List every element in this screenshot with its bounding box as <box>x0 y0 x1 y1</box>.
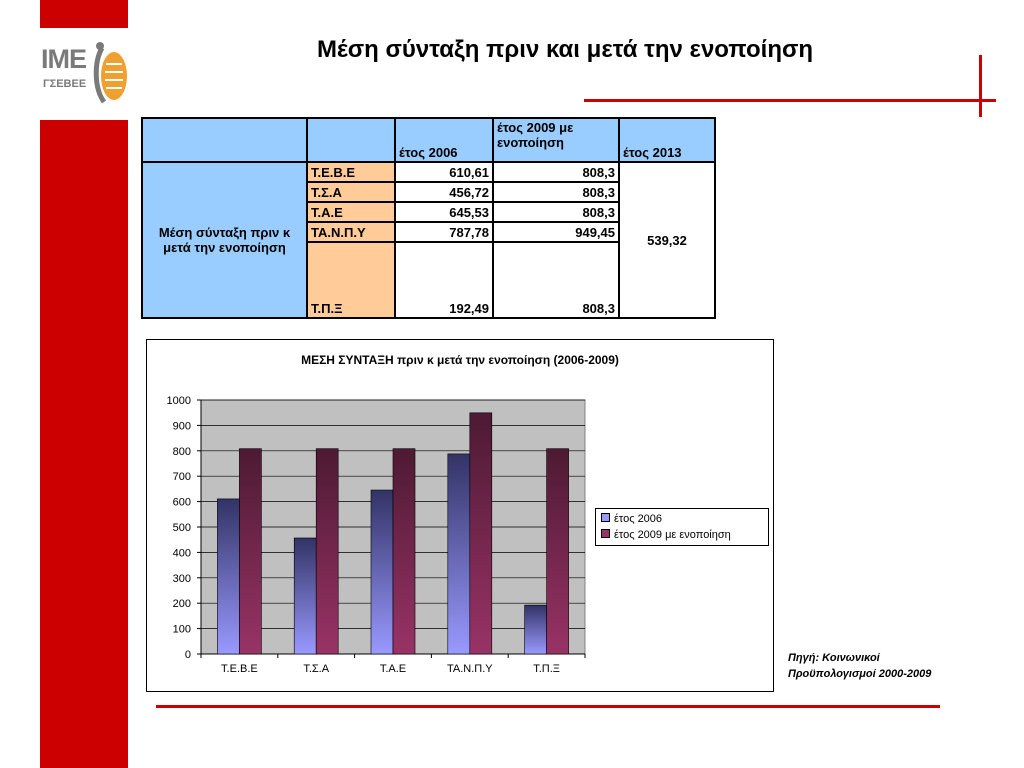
bar <box>525 605 547 654</box>
bar <box>239 449 261 654</box>
value-2006-cell: 610,61 <box>395 162 493 182</box>
bar-chart <box>146 339 774 692</box>
bar <box>547 449 569 654</box>
value-2009-cell: 808,3 <box>493 162 619 182</box>
legend-label: έτος 2006 <box>614 513 663 525</box>
x-tick-label: ΤΑ.Ν.Π.Υ <box>446 663 493 675</box>
bar <box>393 449 415 654</box>
legend-item <box>601 528 731 542</box>
value-2013-cell: 539,32 <box>619 162 715 318</box>
x-tick-label: Τ.Σ.Α <box>303 663 330 675</box>
y-tick-label: 0 <box>184 649 191 661</box>
x-tick-label: Τ.Ε.Β.Ε <box>221 663 258 675</box>
y-tick-label: 800 <box>172 445 191 458</box>
header-cell-empty <box>307 118 395 162</box>
bar <box>371 490 393 654</box>
value-2009-cell: 808,3 <box>493 202 619 222</box>
x-tick-label: Τ.Α.Ε <box>379 663 407 675</box>
fund-cell: Τ.Α.Ε <box>307 202 395 222</box>
x-tick-label: Τ.Π.Ξ <box>533 663 560 675</box>
source-note <box>788 650 988 682</box>
red-accent-bar-top <box>40 0 128 28</box>
chart-title: ΜΕΣΗ ΣΥΝΤΑΞΗ πριν κ μετά την ενοποίηση (2006-2009) <box>301 353 619 367</box>
logo-sub-text: ΓΣΕΒΕΕ <box>43 78 87 90</box>
decorative-line-horizontal <box>584 99 996 102</box>
header-cell-2013: έτος 2013 <box>619 118 715 162</box>
header-cell-2006: έτος 2006 <box>395 118 493 162</box>
page-title: Μέση σύνταξη πριν και μετά την ενοποίηση <box>316 36 814 63</box>
pension-table <box>141 117 716 319</box>
value-2006-cell: 456,72 <box>395 182 493 202</box>
bar <box>448 454 470 654</box>
fund-cell: Τ.Ε.Β.Ε <box>307 162 395 182</box>
header-cell-empty <box>142 118 307 162</box>
decorative-line-vertical <box>979 55 982 117</box>
red-accent-bar-left <box>40 120 128 768</box>
value-2009-cell: 808,3 <box>493 182 619 202</box>
legend-swatch <box>601 513 610 522</box>
value-2006-cell: 192,49 <box>395 242 493 318</box>
value-2006-cell: 645,53 <box>395 202 493 222</box>
decorative-line-bottom <box>156 705 940 708</box>
y-tick-label: 600 <box>172 496 191 509</box>
fund-cell: Τ.Σ.Α <box>307 182 395 202</box>
bar <box>316 449 338 654</box>
y-tick-label: 500 <box>172 522 191 534</box>
value-2009-cell: 949,45 <box>493 222 619 242</box>
fund-cell: ΤΑ.Ν.Π.Υ <box>307 222 395 242</box>
value-2006-cell: 787,78 <box>395 222 493 242</box>
legend-label: έτος 2009 με ενοποίηση <box>614 529 731 541</box>
bar <box>294 538 316 654</box>
y-tick-label: 700 <box>172 471 191 484</box>
y-tick-label: 300 <box>172 572 191 585</box>
logo-main-text: ΙΜΕ <box>41 44 87 74</box>
y-tick-label: 900 <box>172 420 191 433</box>
logo-emblem-icon <box>90 38 130 108</box>
bar <box>217 499 239 654</box>
y-tick-label: 400 <box>172 547 191 560</box>
bar <box>470 413 492 654</box>
group-label-cell: Μέση σύνταξη πριν κ μετά την ενοποίηση <box>142 162 307 318</box>
legend-swatch <box>601 529 610 538</box>
ime-gsevee-logo <box>40 36 128 110</box>
y-tick-label: 1000 <box>166 395 191 407</box>
value-2009-cell: 808,3 <box>493 242 619 318</box>
fund-cell: Τ.Π.Ξ <box>307 242 395 318</box>
chart-legend <box>595 508 769 546</box>
source-line: Προϋπολογισμοί 2000-2009 <box>788 668 932 680</box>
legend-item <box>601 512 662 526</box>
y-tick-label: 100 <box>172 623 191 636</box>
y-tick-label: 200 <box>172 598 191 611</box>
header-cell-2009: έτος 2009 με ενοποίηση <box>493 118 619 162</box>
source-line: Πηγή: Κοινωνικοί <box>788 652 880 664</box>
